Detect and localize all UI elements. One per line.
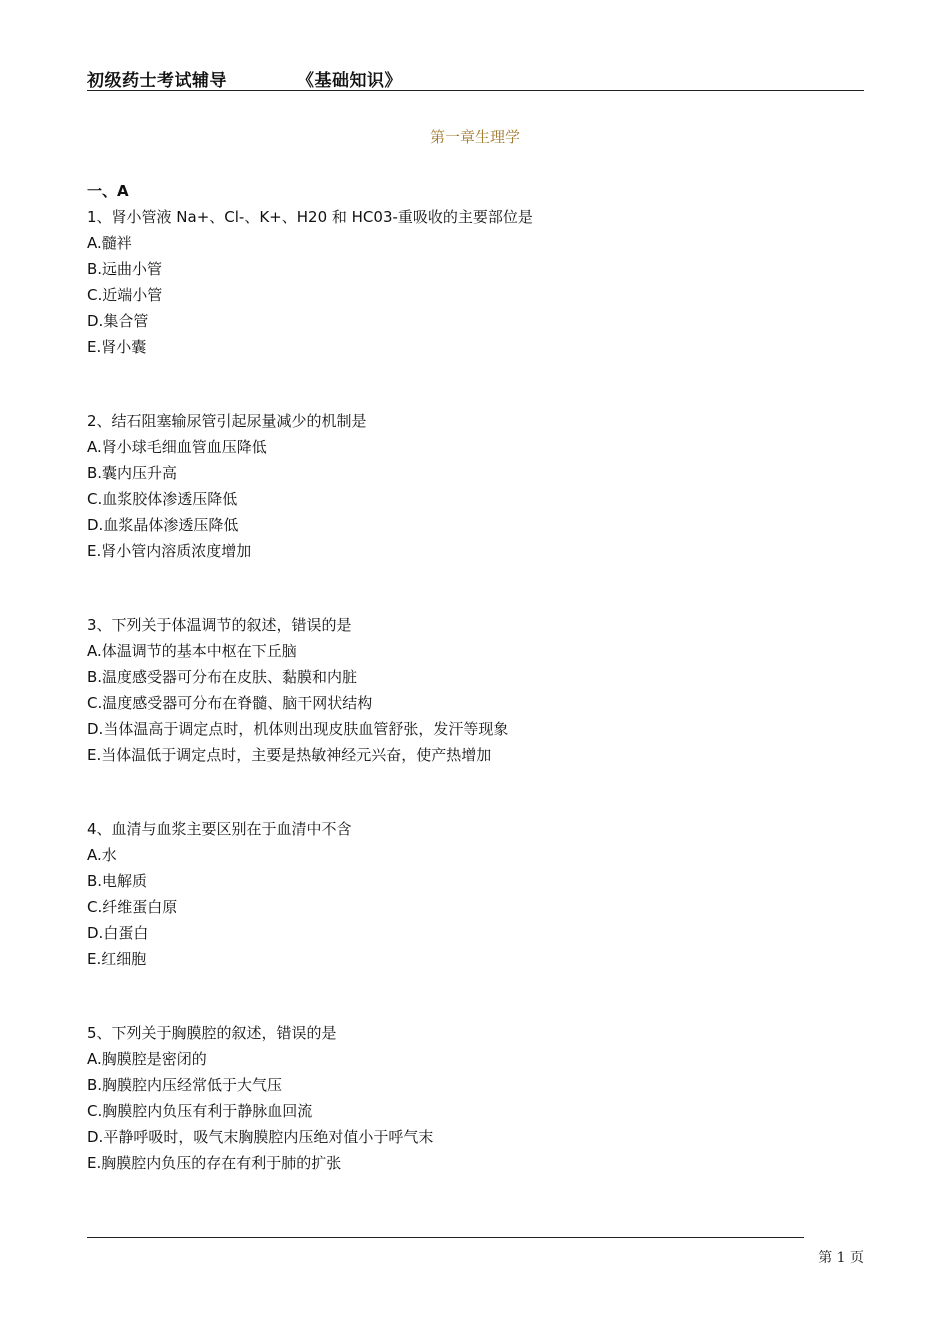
section-label: 一、A (87, 182, 129, 200)
option-e: E.红细胞 (87, 950, 147, 968)
option-a: A.体温调节的基本中枢在下丘脑 (87, 642, 297, 660)
question-stem: 5、下列关于胸膜腔的叙述，错误的是 (87, 1024, 337, 1042)
option-c: C.胸膜腔内负压有利于静脉血回流 (87, 1102, 313, 1120)
question-2 (87, 408, 867, 564)
option-b: B.远曲小管 (87, 260, 163, 278)
option-a: A.肾小球毛细血管血压降低 (87, 438, 267, 456)
option-b: B.囊内压升高 (87, 464, 178, 482)
option-b: B.电解质 (87, 872, 148, 890)
question-stem: 4、血清与血浆主要区别在于血清中不含 (87, 820, 352, 838)
option-d: D.白蛋白 (87, 924, 149, 942)
page-number: 第 1 页 (818, 1250, 864, 1266)
option-d: D.当体温高于调定点时，机体则出现皮肤血管舒张，发汗等现象 (87, 720, 509, 738)
option-c: C.纤维蛋白原 (87, 898, 178, 916)
chapter-title: 第一章生理学 (429, 128, 520, 146)
option-e: E.胸膜腔内负压的存在有利于肺的扩张 (87, 1154, 342, 1172)
header-subject-title: 《基础知识》 (297, 71, 402, 91)
option-e: E.肾小管内溶质浓度增加 (87, 542, 252, 560)
question-4 (87, 816, 867, 972)
header-course-title: 初级药士考试辅导 (87, 71, 227, 91)
option-e: E.肾小囊 (87, 338, 147, 356)
option-c: C.血浆胶体渗透压降低 (87, 490, 238, 508)
option-d: D.平静呼吸时，吸气末胸膜腔内压绝对值小于呼气末 (87, 1128, 434, 1146)
option-e: E.当体温低于调定点时，主要是热敏神经元兴奋，使产热增加 (87, 746, 492, 764)
question-list (87, 178, 867, 1176)
page-header (87, 64, 864, 91)
option-d: D.血浆晶体渗透压降低 (87, 516, 239, 534)
option-a: A.胸膜腔是密闭的 (87, 1050, 207, 1068)
footer-divider (87, 1237, 804, 1238)
question-stem: 3、下列关于体温调节的叙述，错误的是 (87, 616, 352, 634)
option-c: C.近端小管 (87, 286, 163, 304)
question-3 (87, 612, 867, 768)
question-1 (87, 204, 867, 360)
option-a: A.水 (87, 846, 117, 864)
option-b: B.温度感受器可分布在皮肤、黏膜和内脏 (87, 668, 358, 686)
option-d: D.集合管 (87, 312, 149, 330)
question-stem: 1、肾小管液 Na+、Cl-、K+、H20 和 HC03-重吸收的主要部位是 (87, 208, 533, 226)
option-b: B.胸膜腔内压经常低于大气压 (87, 1076, 283, 1094)
option-c: C.温度感受器可分布在脊髓、脑干网状结构 (87, 694, 373, 712)
question-stem: 2、结石阻塞输尿管引起尿量减少的机制是 (87, 412, 367, 430)
question-5 (87, 1020, 867, 1176)
option-a: A.髓袢 (87, 234, 132, 252)
